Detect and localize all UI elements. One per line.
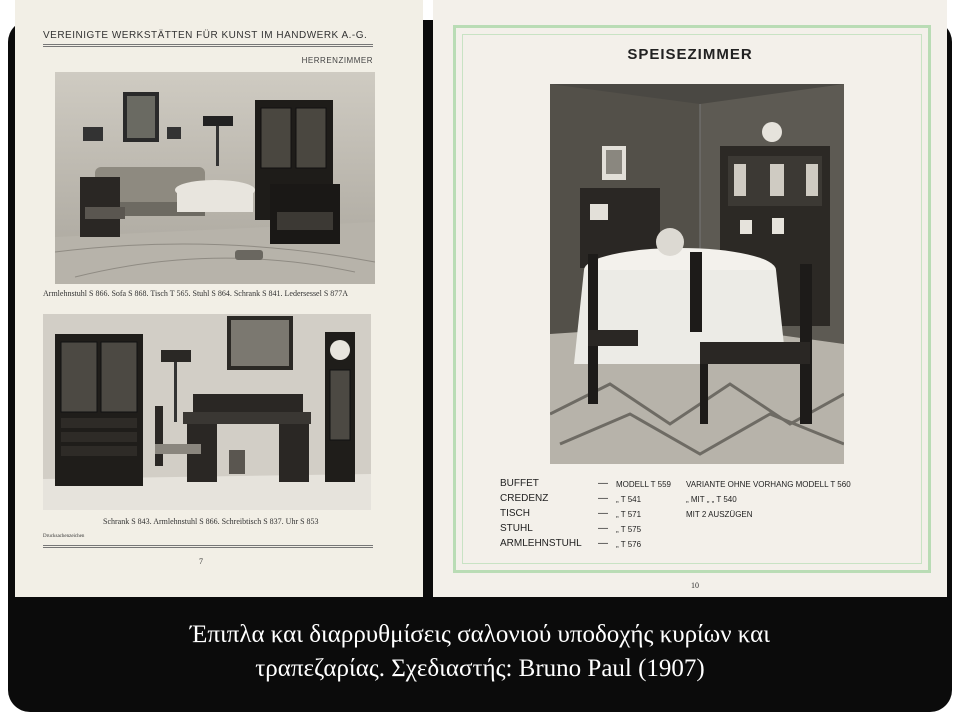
spec-dash: — <box>598 523 608 534</box>
small-note: Drucksachenzeichen <box>43 534 85 539</box>
caption-line-2: τραπεζαρίας. Σχεδιαστής: Bruno Paul (1907) <box>255 655 705 682</box>
catalog-page-left <box>15 0 423 597</box>
spec-model: „ T 541 <box>616 495 642 504</box>
spec-item: TISCH <box>500 508 530 519</box>
speisezimmer-title: SPEISEZIMMER <box>627 46 753 63</box>
spec-dash: — <box>598 538 608 549</box>
speisezimmer-photo <box>550 84 844 464</box>
caption-line-1: Έπιπλα και διαρρυθμίσεις σαλονιού υποδοχής κυρίων και <box>190 621 770 648</box>
spec-model: „ T 575 <box>616 525 642 534</box>
caption-top-photo: Armlehnstuhl S 866. Sofa S 868. Tisch T 565. Stuhl S 864. Schrank S 841. Ledersessel S 877A <box>43 289 349 298</box>
page-number-left: 7 <box>199 557 203 566</box>
herrenzimmer-photo-top <box>55 72 375 284</box>
spec-dash: — <box>598 508 608 519</box>
spec-item: BUFFET <box>500 478 539 489</box>
herrenzimmer-photo-bottom <box>43 314 371 510</box>
caption-bottom-photo: Schrank S 843. Armlehnstuhl S 866. Schreibtisch S 837. Uhr S 853 <box>103 517 319 526</box>
spec-note: VARIANTE OHNE VORHANG MODELL T 560 <box>686 480 851 489</box>
spec-dash: — <box>598 478 608 489</box>
spec-item: STUHL <box>500 523 533 534</box>
room-label: HERRENZIMMER <box>301 56 373 65</box>
spec-model: „ T 576 <box>616 540 642 549</box>
header-rule <box>43 44 373 47</box>
spec-note: „ MIT „ „ T 540 <box>686 495 737 504</box>
spec-item: CREDENZ <box>500 493 549 504</box>
catalog-header: VEREINIGTE WERKSTÄTTEN FÜR KUNST IM HANDWERK A.-G. <box>43 30 368 41</box>
spec-model: „ T 571 <box>616 510 642 519</box>
spec-note: MIT 2 AUSZÜGEN <box>686 510 753 519</box>
spec-dash: — <box>598 493 608 504</box>
page-number-right: 10 <box>691 581 699 590</box>
spec-item: ARMLEHNSTUHL <box>500 538 582 549</box>
catalog-page-right <box>433 0 947 597</box>
slide-caption <box>0 618 960 686</box>
footer-rule <box>43 545 373 548</box>
spec-model: MODELL T 559 <box>616 480 671 489</box>
